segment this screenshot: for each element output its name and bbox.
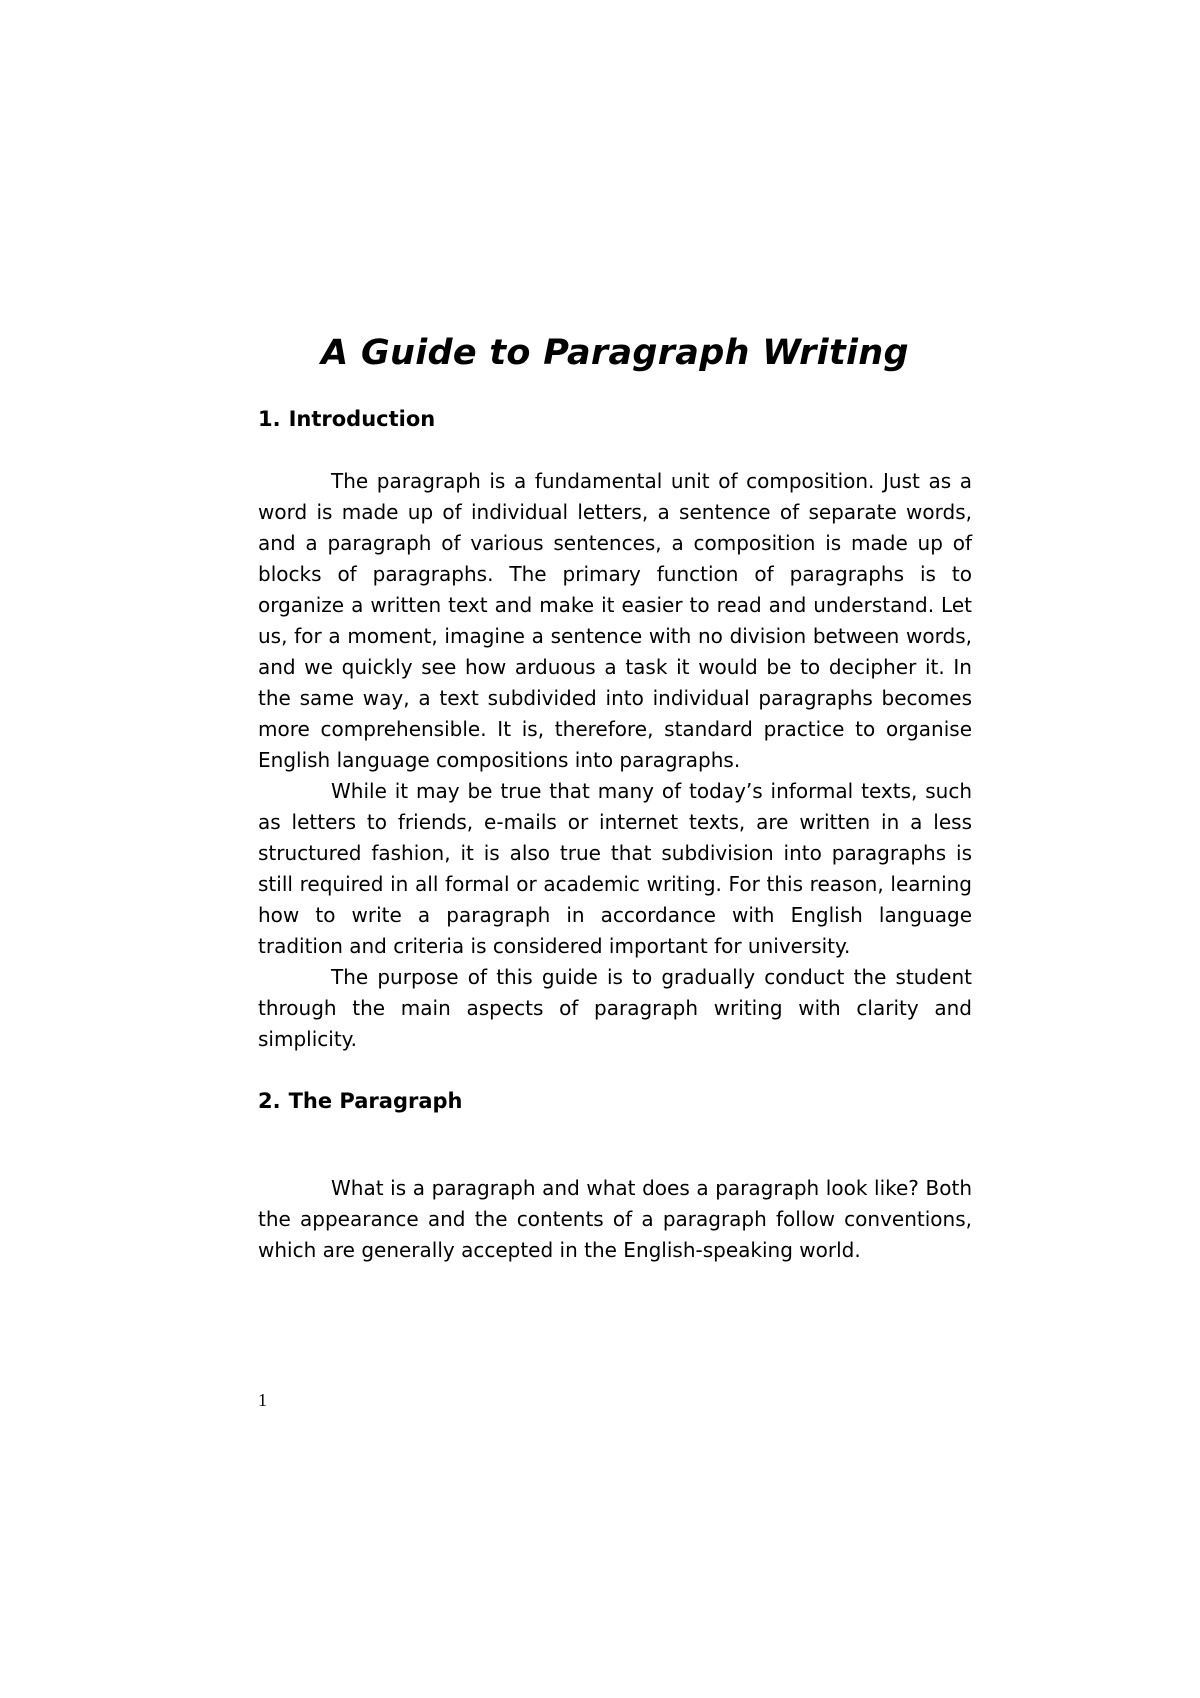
section-heading-the-paragraph (258, 1086, 972, 1117)
body-paragraph: The purpose of this guide is to gradually conduct the student through the main aspects of paragraph writing with clarity and simplicity. (258, 965, 972, 1051)
section-number: 2. (258, 1089, 281, 1113)
document-title: A Guide to Paragraph Writing (321, 333, 909, 373)
page-number: 1 (258, 1390, 267, 1410)
body-paragraph: What is a paragraph and what does a paragraph look like? Both the appearance and the contents of a paragraph follow conventions, which are generally accepted in the English-speaking world. (258, 1176, 972, 1262)
section-heading-introduction (258, 404, 972, 435)
section-title: Introduction (288, 407, 436, 431)
section-title: The Paragraph (288, 1089, 463, 1113)
section-number: 1. (258, 407, 281, 431)
body-paragraph: The paragraph is a fundamental unit of composition. Just as a word is made up of individual letters, a sentence of separate words, and a paragraph of various sentences, a composition is made up of blocks of paragraphs. The primary function of paragraphs is to organize a written text and make it easier to read and understand. Let us, for a moment, imagine a sentence with no division between words, and we quickly see how arduous a task it would be to decipher it. In the same way, a text subdivided into individual paragraphs becomes more comprehensible. It is, therefore, standard practice to organise English language compositions into paragraphs. (258, 469, 972, 772)
body-paragraph: While it may be true that many of today’s informal texts, such as letters to friends, e-mails or internet texts, are written in a less structured fashion, it is also true that subdivision into paragraphs is still required in all formal or academic writing. For this reason, learning how to write a paragraph in accordance with English language tradition and criteria is considered important for university. (258, 779, 972, 958)
page-content (258, 328, 972, 1266)
